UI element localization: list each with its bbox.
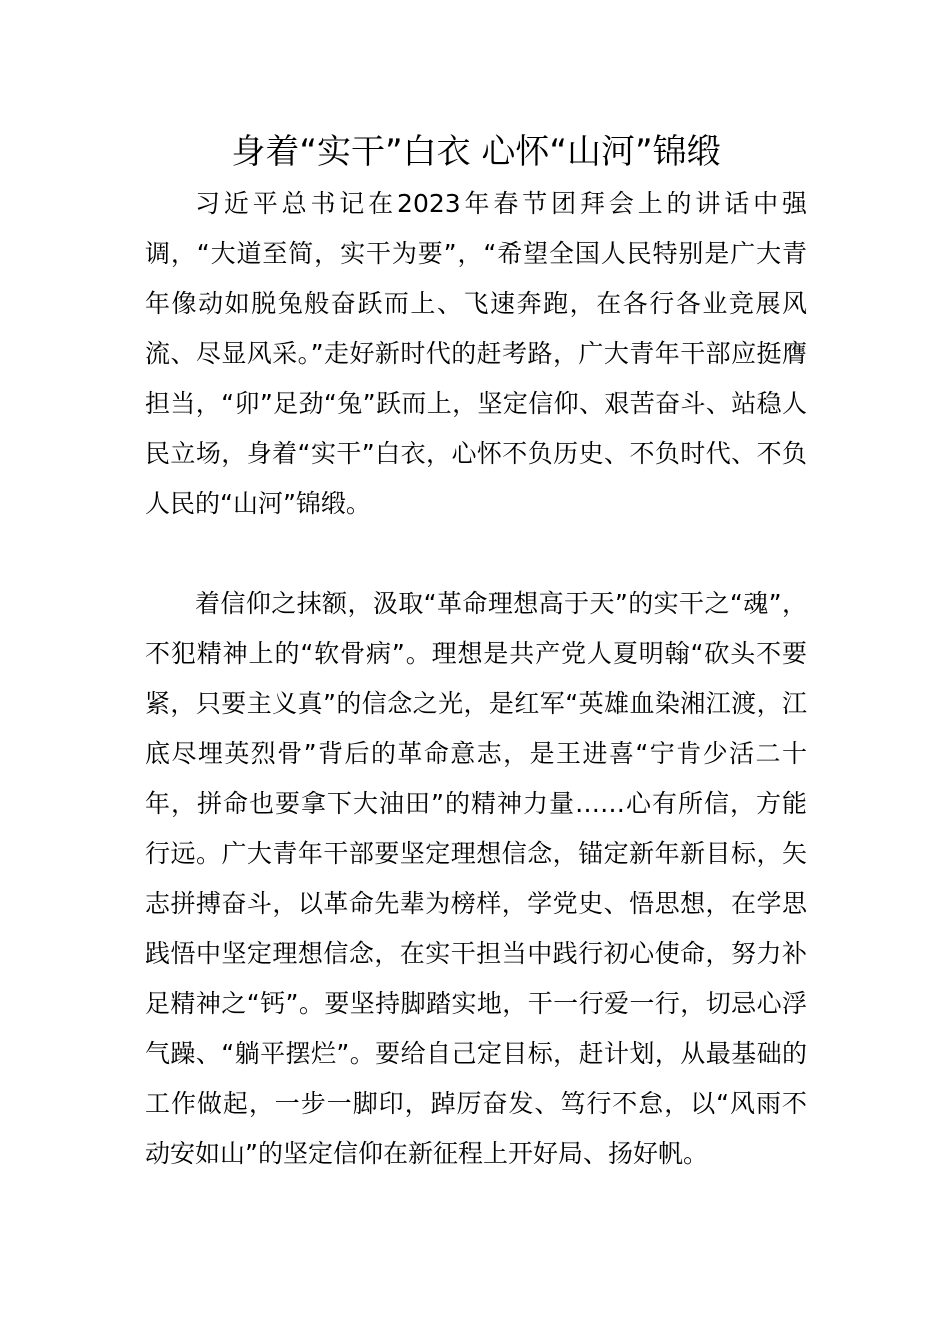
paragraph-faith: 着信仰之抹额，汲取“革命理想高于天”的实干之“魂”，不犯精神上的“软骨病”。理想是共产党人夏明翰“砍头不要紧，只要主义真”的信念之光，是红军“英雄血染湘江渡，江底尽埋英烈骨”背后的革命意志，是王进喜“宁肯少活二十年，拼命也要拿下大油田”的精神力量……心有所信，方能行远。广大青年干部要坚定理想信念，锚定新年新目标，矢志拼搏奋斗，以革命先辈为榜样，学党史、悟思想，在学思践悟中坚定理想信念，在实干担当中践行初心使命，努力补足精神之“钙”。要坚持脚踏实地，干一行爱一行，切忌心浮气躁、“躺平摆烂”。要给自己定目标，赶计划，从最基础的工作做起，一步一脚印，踔厉奋发、笃行不怠，以“风雨不动安如山”的坚定信仰在新征程上开好局、扬好帆。 bbox=[145, 589, 807, 1168]
document-page bbox=[145, 125, 807, 1179]
paragraph-intro: 习近平总书记在2023年春节团拜会上的讲话中强调，“大道至简，实干为要”，“希望全国人民特别是广大青年像动如脱兔般奋跃而上、飞速奔跑，在各行各业竞展风流、尽显风采。”走好新时代的赶考路，广大青年干部应挺膺担当，“卯”足劲“兔”跃而上，坚定信仰、艰苦奋斗、站稳人民立场，身着“实干”白衣，心怀不负历史、不负时代、不负人民的“山河”锦缎。 bbox=[145, 189, 807, 518]
document-title: 身着“实干”白衣 心怀“山河”锦缎 bbox=[231, 132, 721, 172]
